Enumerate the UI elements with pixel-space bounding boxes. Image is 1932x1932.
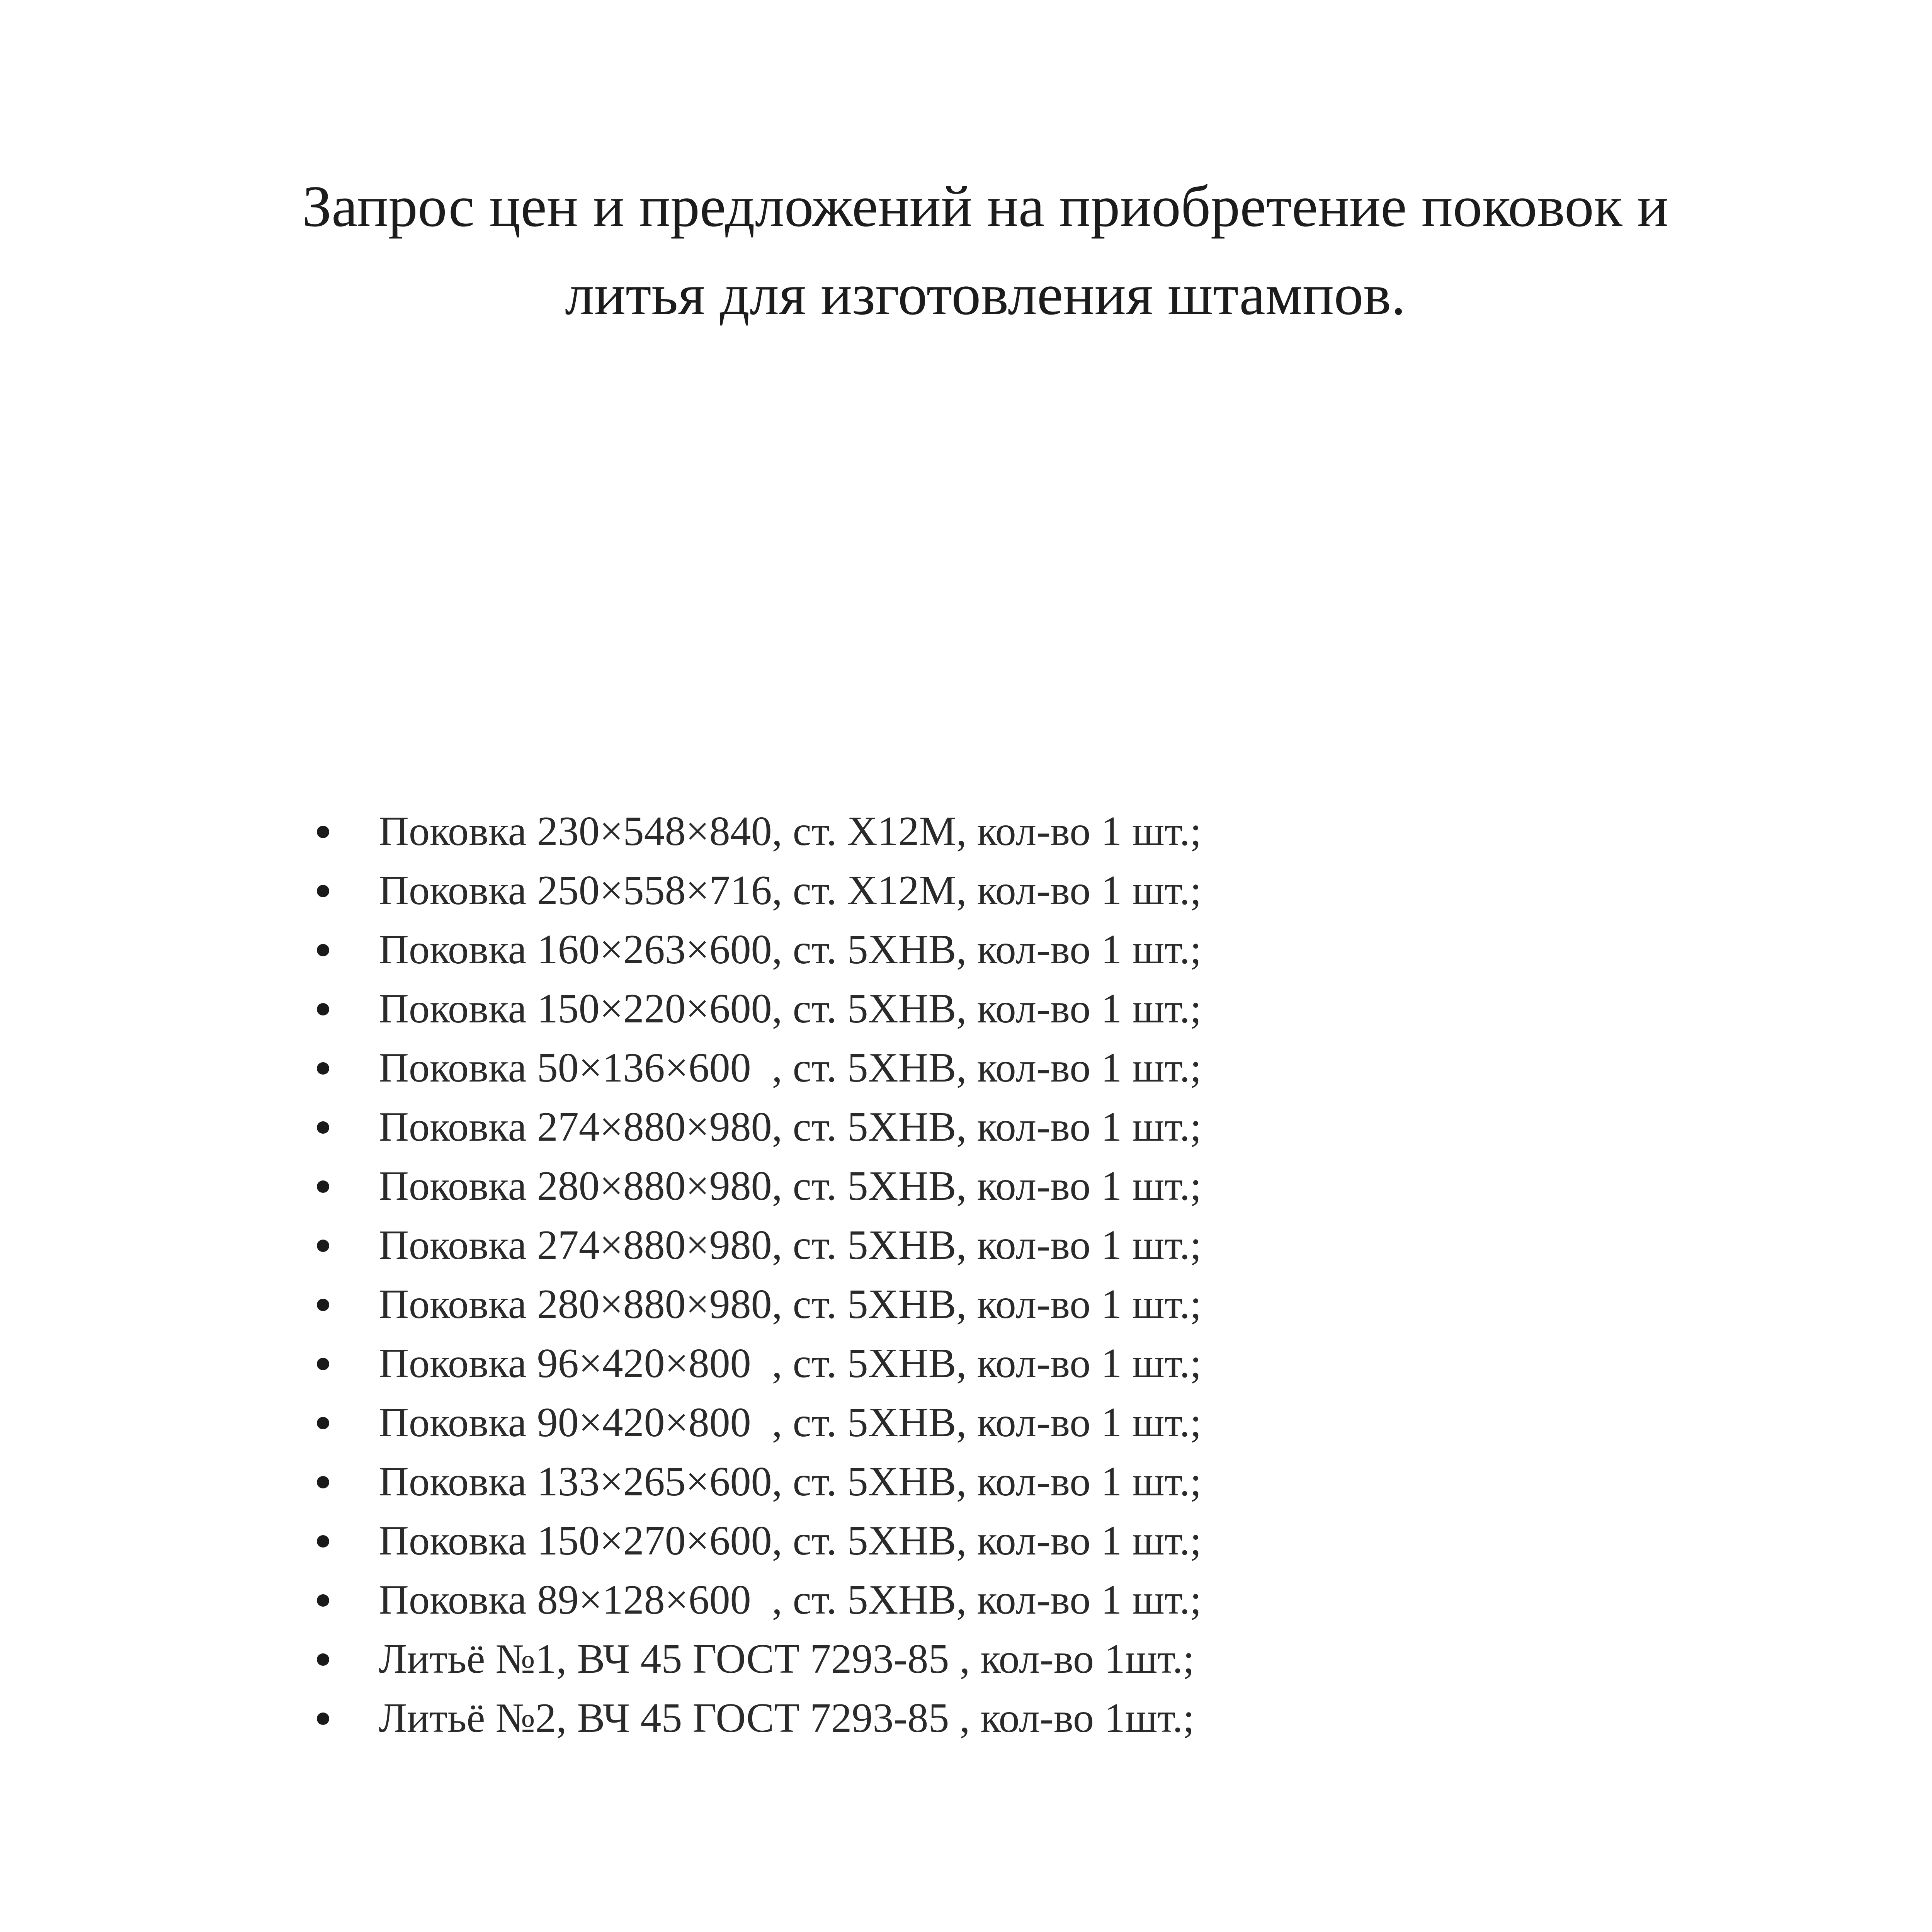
- bullet-icon: [317, 1476, 329, 1488]
- bullet-icon: [317, 1121, 329, 1134]
- items-list: [309, 802, 1202, 1748]
- list-item-text: Поковка 96×420×800 , ст. 5ХНВ, кол-во 1 шт.;: [379, 1340, 1202, 1386]
- title-line-1: Запрос цен и предложений на приобретение поковок и: [302, 174, 1669, 239]
- list-item-text: Поковка 230×548×840, ст. Х12М, кол-во 1 шт.;: [379, 808, 1202, 854]
- bullet-icon: [317, 1594, 329, 1607]
- bullet-icon: [317, 944, 329, 956]
- bullet-icon: [317, 1535, 329, 1548]
- list-item: [309, 1689, 1202, 1748]
- list-item: [309, 861, 1202, 920]
- bullet-icon: [317, 1180, 329, 1193]
- bullet-icon: [317, 1417, 329, 1429]
- list-item-text: Литьё №1, ВЧ 45 ГОСТ 7293-85 , кол-во 1шт.;: [379, 1636, 1195, 1682]
- list-item: [309, 1570, 1202, 1629]
- list-item-text: Поковка 90×420×800 , ст. 5ХНВ, кол-во 1 шт.;: [379, 1400, 1202, 1446]
- list-item: [309, 1097, 1202, 1156]
- list-item-text: Литьё №2, ВЧ 45 ГОСТ 7293-85 , кол-во 1шт.;: [379, 1695, 1195, 1741]
- list-item-text: Поковка 133×265×600, ст. 5ХНВ, кол-во 1 шт.;: [379, 1459, 1202, 1505]
- bullet-icon: [317, 826, 329, 838]
- bullet-icon: [317, 1062, 329, 1075]
- list-item: [309, 1511, 1202, 1570]
- list-item-text: Поковка 280×880×980, ст. 5ХНВ, кол-во 1 шт.;: [379, 1163, 1202, 1209]
- list-item-text: Поковка 274×880×980, ст. 5ХНВ, кол-во 1 шт.;: [379, 1222, 1202, 1268]
- list-item: [309, 1629, 1202, 1689]
- list-item-text: Поковка 274×880×980, ст. 5ХНВ, кол-во 1 шт.;: [379, 1104, 1202, 1150]
- bullet-icon: [317, 1299, 329, 1311]
- list-item: [309, 802, 1202, 861]
- list-item: [309, 1038, 1202, 1097]
- bullet-icon: [317, 1003, 329, 1015]
- list-item-text: Поковка 160×263×600, ст. 5ХНВ, кол-во 1 шт.;: [379, 927, 1202, 973]
- list-item-text: Поковка 50×136×600 , ст. 5ХНВ, кол-во 1 шт.;: [379, 1045, 1202, 1091]
- title-line-2: литья для изготовления штампов.: [565, 262, 1406, 327]
- list-item: [309, 979, 1202, 1038]
- bullet-icon: [317, 885, 329, 897]
- bullet-icon: [317, 1358, 329, 1370]
- list-item: [309, 1156, 1202, 1216]
- bullet-icon: [317, 1240, 329, 1252]
- bullet-icon: [317, 1653, 329, 1666]
- list-item-text: Поковка 89×128×600 , ст. 5ХНВ, кол-во 1 шт.;: [379, 1577, 1202, 1623]
- document-title: [116, 162, 1855, 338]
- list-item: [309, 1275, 1202, 1334]
- list-item: [309, 920, 1202, 979]
- list-item: [309, 1334, 1202, 1393]
- bullet-icon: [317, 1713, 329, 1725]
- list-item-text: Поковка 150×270×600, ст. 5ХНВ, кол-во 1 шт.;: [379, 1518, 1202, 1564]
- list-item-text: Поковка 250×558×716, ст. Х12М, кол-во 1 шт.;: [379, 867, 1202, 913]
- list-item: [309, 1216, 1202, 1275]
- list-item: [309, 1452, 1202, 1511]
- list-item: [309, 1393, 1202, 1452]
- list-item-text: Поковка 150×220×600, ст. 5ХНВ, кол-во 1 шт.;: [379, 986, 1202, 1032]
- list-item-text: Поковка 280×880×980, ст. 5ХНВ, кол-во 1 шт.;: [379, 1281, 1202, 1327]
